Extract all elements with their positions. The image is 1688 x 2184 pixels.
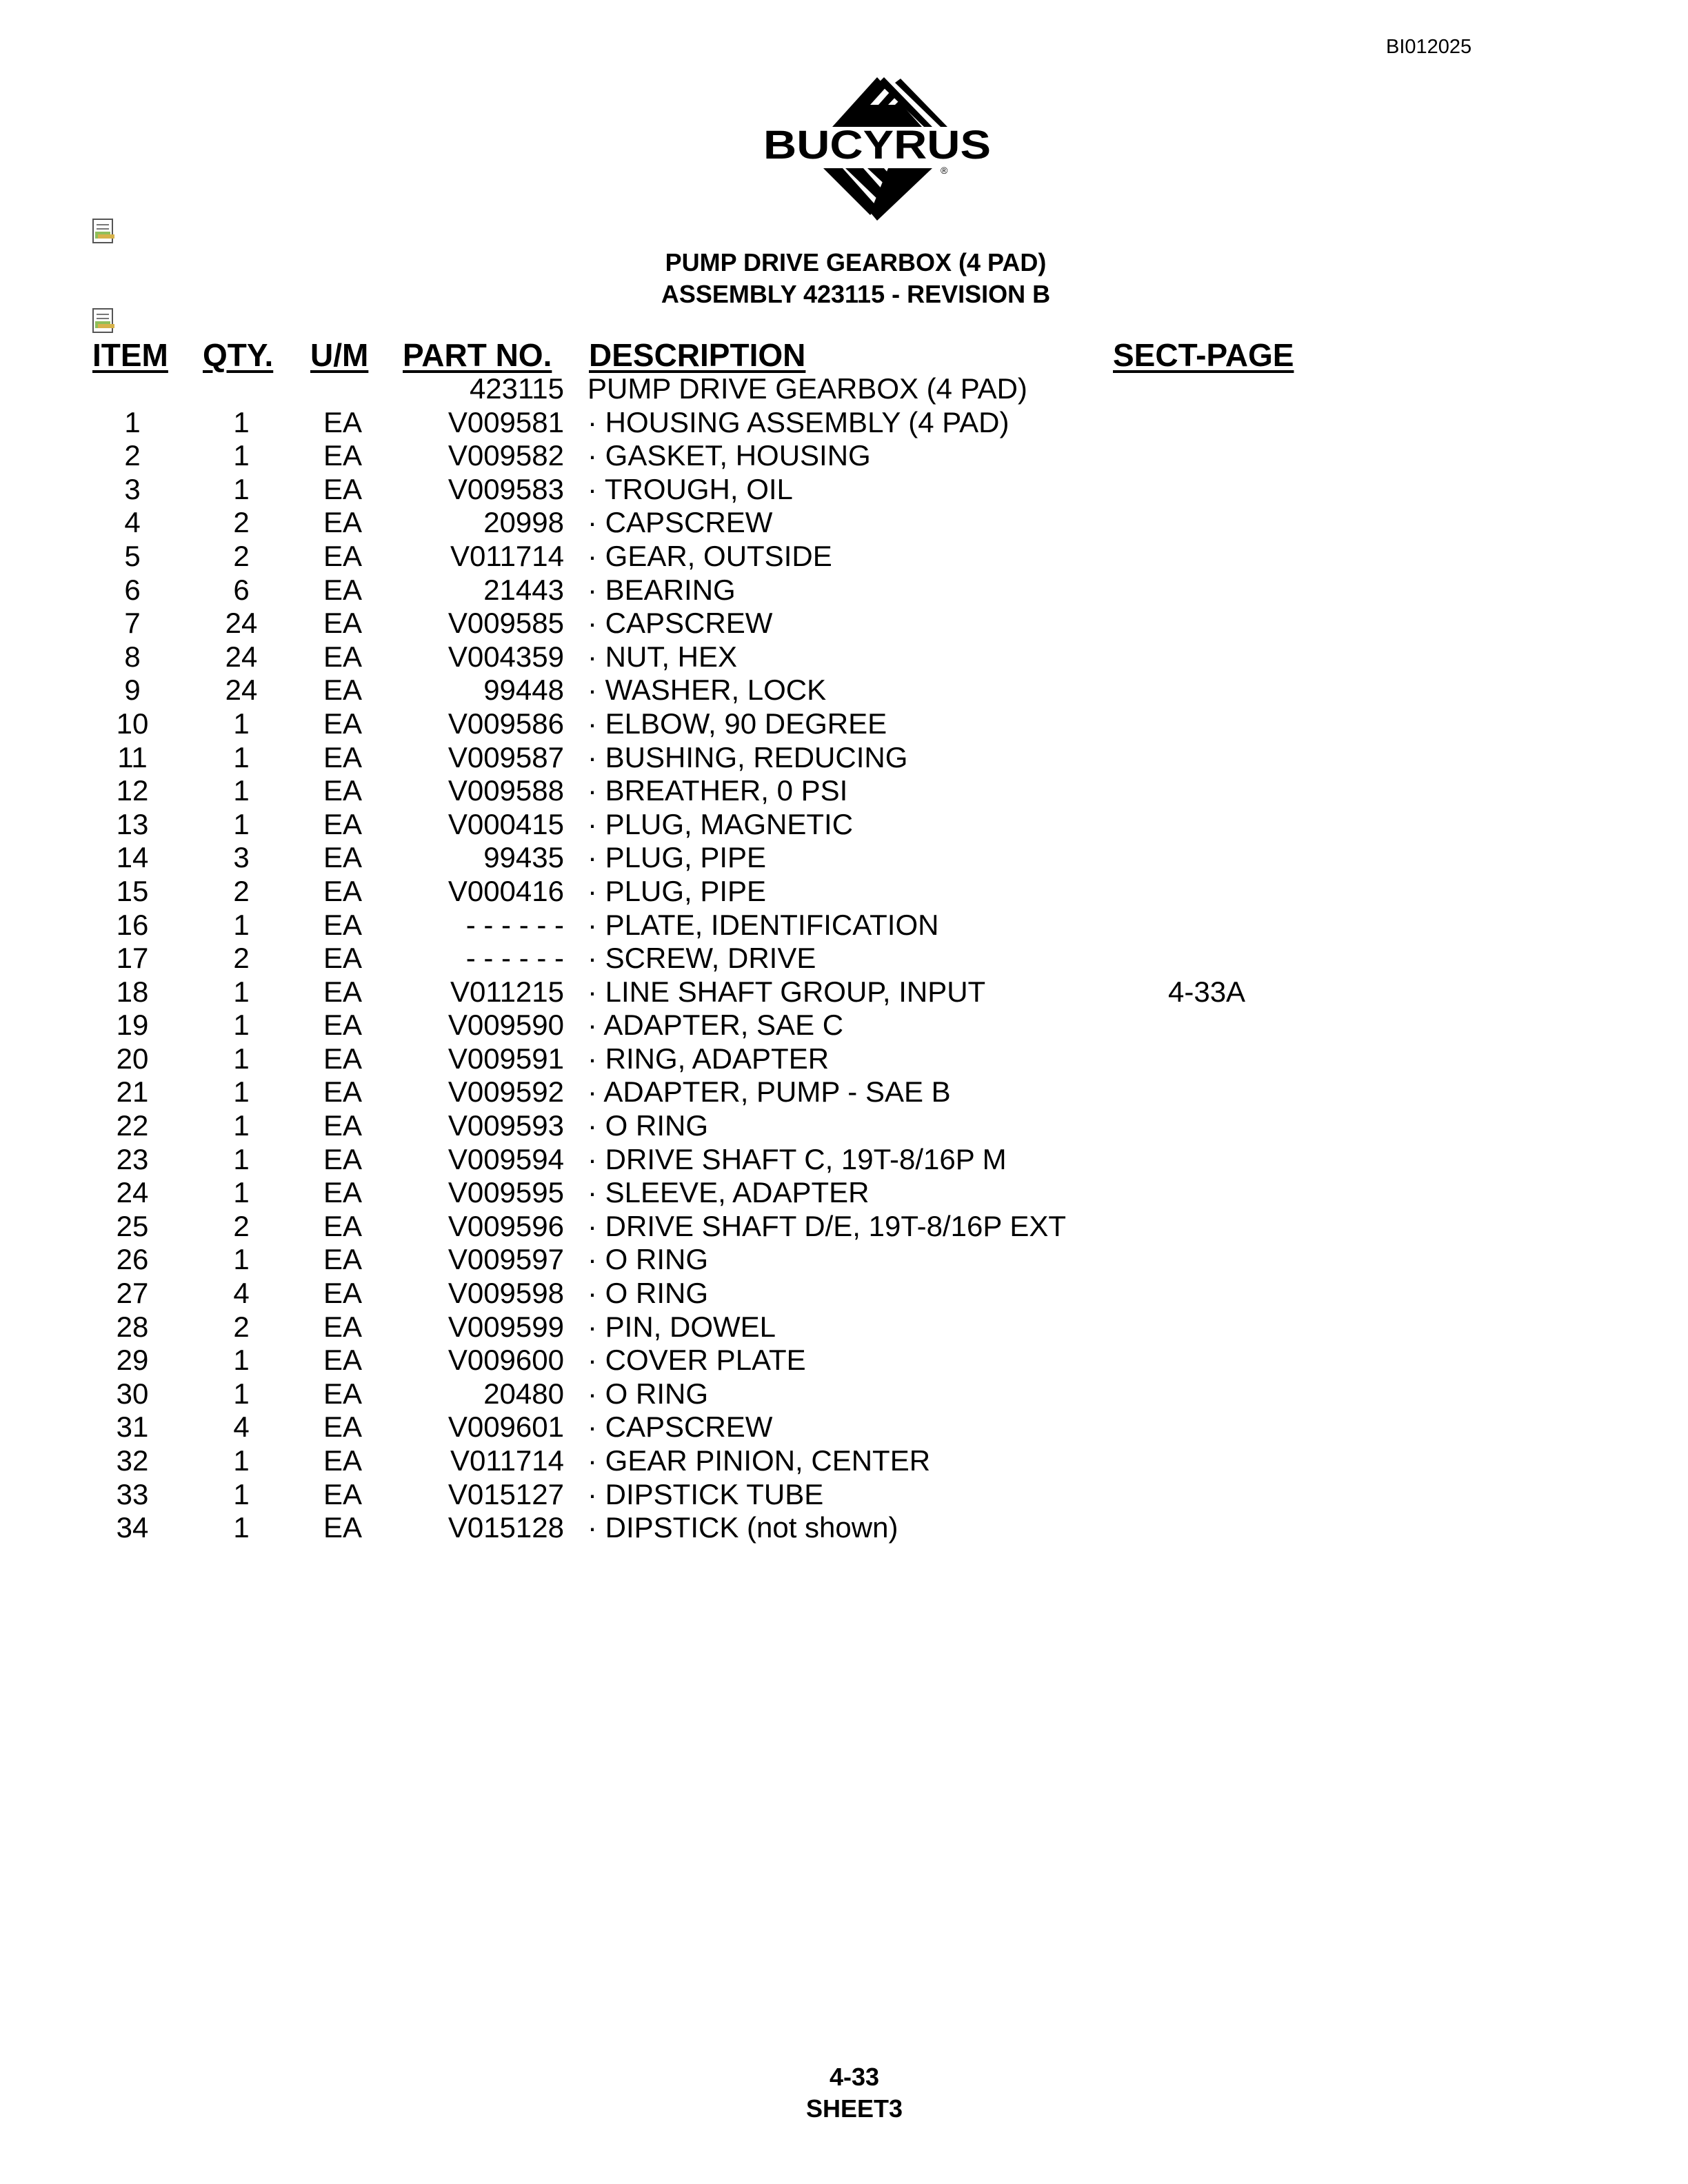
part-number: V009587 — [448, 740, 564, 774]
document-id: BI012025 — [1386, 36, 1472, 58]
unit-of-measure: EA — [323, 874, 363, 907]
quantity: 1 — [233, 1444, 250, 1477]
part-number: V015128 — [448, 1511, 564, 1544]
unit-of-measure: EA — [323, 740, 363, 774]
unit-of-measure: EA — [323, 1477, 363, 1510]
quantity: 1 — [233, 774, 250, 807]
part-number: V000416 — [448, 874, 564, 907]
quantity: 2 — [233, 942, 250, 975]
item-number: 13 — [116, 807, 149, 840]
table-row — [0, 1243, 1688, 1277]
unit-of-measure: EA — [323, 1444, 363, 1477]
description: PUMP DRIVE GEARBOX (4 PAD) — [587, 372, 1027, 405]
description: · PLATE, IDENTIFICATION — [587, 908, 939, 941]
description: · PLUG, MAGNETIC — [587, 807, 854, 840]
quantity: 6 — [233, 573, 250, 606]
description: · SLEEVE, ADAPTER — [587, 1176, 870, 1209]
table-row — [0, 506, 1688, 540]
item-number: 26 — [116, 1243, 149, 1276]
unit-of-measure: EA — [323, 405, 363, 438]
part-number: V009581 — [448, 405, 564, 438]
item-number: 33 — [116, 1477, 149, 1510]
unit-of-measure: EA — [323, 1209, 363, 1242]
unit-of-measure: EA — [323, 1277, 363, 1310]
title-line-2: ASSEMBLY 423115 - REVISION B — [661, 280, 1051, 308]
unit-of-measure: EA — [323, 707, 363, 740]
item-number: 32 — [116, 1444, 149, 1477]
part-number: V000415 — [448, 807, 564, 840]
unit-of-measure: EA — [323, 439, 363, 472]
table-row — [0, 1176, 1688, 1210]
quantity: 1 — [233, 1377, 250, 1410]
part-number: 20998 — [483, 506, 564, 539]
description: · HOUSING ASSEMBLY (4 PAD) — [587, 405, 1009, 438]
table-row — [0, 406, 1688, 440]
description: · PLUG, PIPE — [587, 841, 767, 874]
description: · TROUGH, OIL — [587, 472, 793, 505]
quantity: 2 — [233, 506, 250, 539]
page-footer — [0, 2061, 1688, 2125]
table-row — [0, 607, 1688, 640]
part-number: V009595 — [448, 1176, 564, 1209]
part-number: V009599 — [448, 1310, 564, 1343]
description: · O RING — [587, 1377, 708, 1410]
unit-of-measure: EA — [323, 1042, 363, 1075]
item-number: 29 — [116, 1344, 149, 1377]
quantity: 1 — [233, 472, 250, 505]
section-page: 4-33A — [1168, 975, 1246, 1008]
part-number: V009588 — [448, 774, 564, 807]
part-number: 20480 — [483, 1377, 564, 1410]
description: · LINE SHAFT GROUP, INPUT — [587, 975, 986, 1008]
table-row — [0, 774, 1688, 808]
item-number: 11 — [117, 740, 148, 774]
document-title — [0, 247, 1688, 310]
item-number: 31 — [116, 1410, 149, 1444]
parts-table — [0, 372, 1688, 1545]
header-um: U/M — [310, 337, 369, 373]
item-number: 27 — [116, 1277, 149, 1310]
table-row — [0, 909, 1688, 942]
unit-of-measure: EA — [323, 573, 363, 606]
part-number: V009596 — [448, 1209, 564, 1242]
description: · DIPSTICK (not shown) — [587, 1511, 898, 1544]
description: · O RING — [587, 1277, 708, 1310]
header-item: ITEM — [92, 337, 168, 373]
unit-of-measure: EA — [323, 975, 363, 1008]
quantity: 3 — [233, 841, 250, 874]
description: · GASKET, HOUSING — [587, 439, 871, 472]
title-line-1: PUMP DRIVE GEARBOX (4 PAD) — [665, 248, 1047, 276]
quantity: 24 — [225, 640, 258, 673]
item-number: 30 — [116, 1377, 149, 1410]
quantity: 1 — [233, 1176, 250, 1209]
table-row — [0, 1478, 1688, 1512]
item-number: 25 — [116, 1209, 149, 1242]
unit-of-measure: EA — [323, 1344, 363, 1377]
unit-of-measure: EA — [323, 472, 363, 505]
table-row — [0, 473, 1688, 507]
table-row — [0, 439, 1688, 473]
description: · DRIVE SHAFT C, 19T-8/16P M — [587, 1142, 1007, 1175]
item-number: 18 — [116, 975, 149, 1008]
page-number: 4-33 — [829, 2063, 880, 2091]
part-number: 21443 — [483, 573, 564, 606]
part-number: V009586 — [448, 707, 564, 740]
part-number: 99435 — [483, 841, 564, 874]
quantity: 1 — [233, 740, 250, 774]
quantity: 1 — [233, 1477, 250, 1510]
item-number: 7 — [124, 607, 141, 640]
description: · ELBOW, 90 DEGREE — [587, 707, 887, 740]
description: · CAPSCREW — [587, 1410, 773, 1444]
part-number: V009592 — [448, 1075, 564, 1109]
table-row — [0, 1210, 1688, 1244]
description: · PLUG, PIPE — [587, 874, 767, 907]
description: · O RING — [587, 1109, 708, 1142]
description: · O RING — [587, 1243, 708, 1276]
unit-of-measure: EA — [323, 506, 363, 539]
part-number: V011714 — [450, 1444, 564, 1477]
description: · RING, ADAPTER — [587, 1042, 830, 1075]
quantity: 1 — [233, 807, 250, 840]
item-number: 20 — [116, 1042, 149, 1075]
part-number: V009582 — [448, 439, 564, 472]
header-description: DESCRIPTION — [589, 337, 806, 373]
part-number: - - - - - - — [465, 942, 564, 975]
description: · GEAR, OUTSIDE — [587, 539, 832, 572]
table-row — [0, 640, 1688, 674]
item-number: 22 — [116, 1109, 149, 1142]
unit-of-measure: EA — [323, 1109, 363, 1142]
unit-of-measure: EA — [323, 640, 363, 673]
table-row — [0, 1511, 1688, 1545]
table-row — [0, 372, 1688, 406]
description: · BEARING — [587, 573, 736, 606]
header-part-no: PART NO. — [403, 337, 552, 373]
unit-of-measure: EA — [323, 942, 363, 975]
table-row — [0, 674, 1688, 707]
quantity: 4 — [233, 1410, 250, 1444]
item-number: 3 — [124, 472, 141, 505]
item-number: 24 — [116, 1176, 149, 1209]
quantity: 4 — [233, 1277, 250, 1310]
quantity: 1 — [233, 1075, 250, 1109]
quantity: 2 — [233, 1310, 250, 1343]
description: · DRIVE SHAFT D/E, 19T-8/16P EXT — [587, 1209, 1067, 1242]
item-number: 9 — [124, 674, 141, 707]
unit-of-measure: EA — [323, 1243, 363, 1276]
unit-of-measure: EA — [323, 807, 363, 840]
table-row — [0, 808, 1688, 842]
header-sect-page: SECT-PAGE — [1113, 337, 1294, 373]
item-number: 21 — [116, 1075, 149, 1109]
part-number: V009598 — [448, 1277, 564, 1310]
item-number: 15 — [116, 874, 149, 907]
quantity: 1 — [233, 1042, 250, 1075]
table-row — [0, 1009, 1688, 1042]
table-row — [0, 1444, 1688, 1478]
description: · BREATHER, 0 PSI — [587, 774, 848, 807]
item-number: 1 — [124, 405, 141, 438]
item-number: 28 — [116, 1310, 149, 1343]
table-row — [0, 942, 1688, 975]
description: · ADAPTER, SAE C — [587, 1009, 844, 1042]
part-number: V009600 — [448, 1344, 564, 1377]
header-qty: QTY. — [203, 337, 274, 373]
part-number: 423115 — [469, 372, 564, 405]
part-number: V009591 — [448, 1042, 564, 1075]
part-number: V009585 — [448, 607, 564, 640]
quantity: 1 — [233, 1344, 250, 1377]
quantity: 1 — [233, 439, 250, 472]
quantity: 2 — [233, 539, 250, 572]
quantity: 1 — [233, 405, 250, 438]
unit-of-measure: EA — [323, 1009, 363, 1042]
description: · WASHER, LOCK — [587, 674, 827, 707]
item-number: 10 — [116, 707, 149, 740]
unit-of-measure: EA — [323, 607, 363, 640]
part-number: - - - - - - — [465, 908, 564, 941]
part-number: V009590 — [448, 1009, 564, 1042]
table-row — [0, 1075, 1688, 1109]
part-number: V004359 — [448, 640, 564, 673]
quantity: 1 — [233, 707, 250, 740]
item-number: 12 — [116, 774, 149, 807]
unit-of-measure: EA — [323, 1310, 363, 1343]
part-number: V011714 — [450, 539, 564, 572]
part-number: V009593 — [448, 1109, 564, 1142]
quantity: 1 — [233, 1243, 250, 1276]
item-number: 4 — [124, 506, 141, 539]
table-row — [0, 1042, 1688, 1076]
item-number: 8 — [124, 640, 141, 673]
quantity: 1 — [233, 1142, 250, 1175]
unit-of-measure: EA — [323, 1377, 363, 1410]
document-note-icon — [91, 307, 117, 335]
table-row — [0, 1344, 1688, 1377]
unit-of-measure: EA — [323, 1142, 363, 1175]
description: · CAPSCREW — [587, 607, 773, 640]
description: · NUT, HEX — [587, 640, 738, 673]
table-row — [0, 741, 1688, 775]
unit-of-measure: EA — [323, 539, 363, 572]
item-number: 14 — [116, 841, 149, 874]
quantity: 1 — [233, 908, 250, 941]
table-row — [0, 975, 1688, 1009]
item-number: 34 — [116, 1511, 149, 1544]
item-number: 16 — [116, 908, 149, 941]
table-row — [0, 574, 1688, 607]
document-note-icon — [91, 218, 117, 245]
table-row — [0, 707, 1688, 741]
part-number: V009601 — [448, 1410, 564, 1444]
table-row — [0, 1143, 1688, 1177]
part-number: V015127 — [448, 1477, 564, 1510]
unit-of-measure: EA — [323, 1511, 363, 1544]
unit-of-measure: EA — [323, 1075, 363, 1109]
description: · DIPSTICK TUBE — [587, 1477, 824, 1510]
unit-of-measure: EA — [323, 1176, 363, 1209]
bucyrus-logo — [760, 77, 994, 221]
table-row — [0, 1410, 1688, 1444]
part-number: V009594 — [448, 1142, 564, 1175]
item-number: 19 — [116, 1009, 149, 1042]
description: · COVER PLATE — [587, 1344, 806, 1377]
unit-of-measure: EA — [323, 841, 363, 874]
part-number: V009583 — [448, 472, 564, 505]
description: · BUSHING, REDUCING — [587, 740, 908, 774]
item-number: 2 — [124, 439, 141, 472]
part-number: 99448 — [483, 674, 564, 707]
description: · CAPSCREW — [587, 506, 773, 539]
quantity: 24 — [225, 607, 258, 640]
registered-mark: ® — [941, 165, 948, 176]
description: · PIN, DOWEL — [587, 1310, 776, 1343]
table-row — [0, 540, 1688, 574]
table-row — [0, 1377, 1688, 1411]
item-number: 5 — [124, 539, 141, 572]
unit-of-measure: EA — [323, 908, 363, 941]
quantity: 1 — [233, 1009, 250, 1042]
description: · ADAPTER, PUMP - SAE B — [587, 1075, 951, 1109]
unit-of-measure: EA — [323, 674, 363, 707]
quantity: 24 — [225, 674, 258, 707]
description: · SCREW, DRIVE — [587, 942, 816, 975]
quantity: 1 — [233, 1511, 250, 1544]
table-row — [0, 1277, 1688, 1311]
logo-wordmark: BUCYRUS — [763, 123, 991, 168]
unit-of-measure: EA — [323, 1410, 363, 1444]
description: · GEAR PINION, CENTER — [587, 1444, 931, 1477]
table-row — [0, 1311, 1688, 1344]
table-row — [0, 841, 1688, 875]
item-number: 6 — [124, 573, 141, 606]
item-number: 23 — [116, 1142, 149, 1175]
unit-of-measure: EA — [323, 774, 363, 807]
quantity: 2 — [233, 874, 250, 907]
item-number: 17 — [116, 942, 149, 975]
table-row — [0, 1109, 1688, 1143]
quantity: 1 — [233, 975, 250, 1008]
table-row — [0, 875, 1688, 909]
part-number: V009597 — [448, 1243, 564, 1276]
quantity: 1 — [233, 1109, 250, 1142]
quantity: 2 — [233, 1209, 250, 1242]
part-number: V011215 — [450, 975, 564, 1008]
sheet-label: SHEET3 — [805, 2094, 903, 2123]
